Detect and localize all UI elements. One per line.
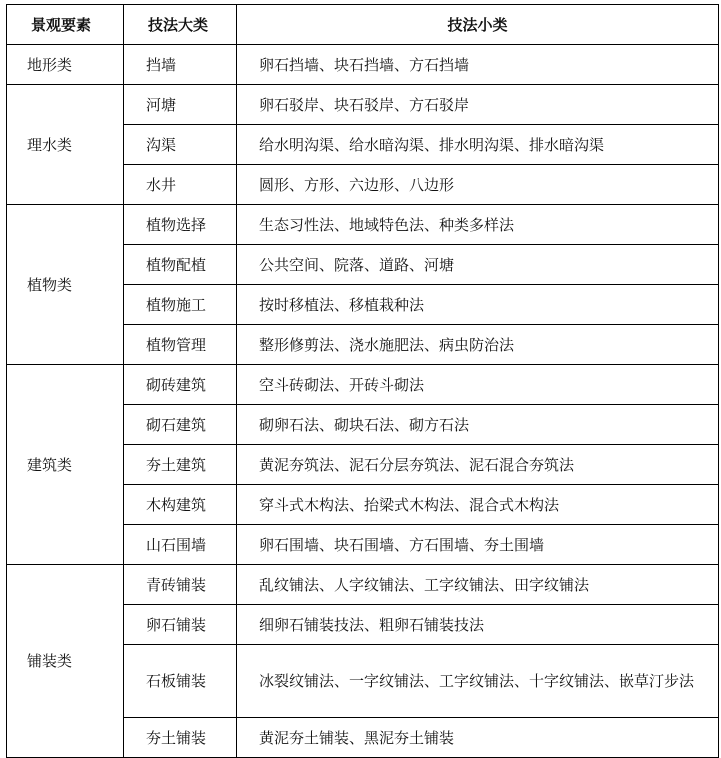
technique-table <box>6 4 719 758</box>
technique-minor-cell: 卵石围墙、块石围墙、方石围墙、夯土围墙 <box>237 525 719 565</box>
technique-major-cell: 挡墙 <box>124 45 237 85</box>
technique-major-cell: 山石围墙 <box>124 525 237 565</box>
technique-major-cell: 植物管理 <box>124 325 237 365</box>
category-cell: 地形类 <box>7 45 124 85</box>
technique-minor-cell: 给水明沟渠、给水暗沟渠、排水明沟渠、排水暗沟渠 <box>237 125 719 165</box>
technique-major-cell: 水井 <box>124 165 237 205</box>
technique-minor-cell: 砌卵石法、砌块石法、砌方石法 <box>237 405 719 445</box>
technique-minor-cell: 乱纹铺法、人字纹铺法、工字纹铺法、田字纹铺法 <box>237 565 719 605</box>
technique-major-cell: 石板铺装 <box>124 645 237 718</box>
table-row <box>7 205 719 245</box>
table-row <box>7 85 719 125</box>
category-cell: 建筑类 <box>7 365 124 565</box>
header-element: 景观要素 <box>7 5 124 45</box>
technique-major-cell: 木构建筑 <box>124 485 237 525</box>
technique-minor-cell: 卵石驳岸、块石驳岸、方石驳岸 <box>237 85 719 125</box>
category-cell: 理水类 <box>7 85 124 205</box>
technique-minor-cell: 冰裂纹铺法、一字纹铺法、工字纹铺法、十字纹铺法、嵌草汀步法 <box>237 645 719 718</box>
technique-major-cell: 河塘 <box>124 85 237 125</box>
technique-minor-cell: 公共空间、院落、道路、河塘 <box>237 245 719 285</box>
technique-minor-cell: 整形修剪法、浇水施肥法、病虫防治法 <box>237 325 719 365</box>
technique-minor-cell: 黄泥夯土铺装、黑泥夯土铺装 <box>237 718 719 758</box>
technique-minor-cell: 圆形、方形、六边形、八边形 <box>237 165 719 205</box>
technique-minor-cell: 卵石挡墙、块石挡墙、方石挡墙 <box>237 45 719 85</box>
technique-major-cell: 夯土铺装 <box>124 718 237 758</box>
technique-major-cell: 砌石建筑 <box>124 405 237 445</box>
header-row <box>7 5 719 45</box>
table-row <box>7 45 719 85</box>
category-cell: 铺装类 <box>7 565 124 758</box>
technique-major-cell: 植物施工 <box>124 285 237 325</box>
technique-minor-cell: 黄泥夯筑法、泥石分层夯筑法、泥石混合夯筑法 <box>237 445 719 485</box>
technique-major-cell: 植物配植 <box>124 245 237 285</box>
technique-major-cell: 青砖铺装 <box>124 565 237 605</box>
header-technique-major: 技法大类 <box>124 5 237 45</box>
technique-major-cell: 夯土建筑 <box>124 445 237 485</box>
table-row <box>7 565 719 605</box>
table-row <box>7 365 719 405</box>
technique-minor-cell: 空斗砖砌法、开砖斗砌法 <box>237 365 719 405</box>
technique-minor-cell: 生态习性法、地域特色法、种类多样法 <box>237 205 719 245</box>
category-cell: 植物类 <box>7 205 124 365</box>
technique-minor-cell: 穿斗式木构法、抬梁式木构法、混合式木构法 <box>237 485 719 525</box>
header-technique-minor: 技法小类 <box>237 5 719 45</box>
technique-major-cell: 植物选择 <box>124 205 237 245</box>
technique-major-cell: 卵石铺装 <box>124 605 237 645</box>
technique-minor-cell: 细卵石铺装技法、粗卵石铺装技法 <box>237 605 719 645</box>
technique-minor-cell: 按时移植法、移植栽种法 <box>237 285 719 325</box>
technique-major-cell: 砌砖建筑 <box>124 365 237 405</box>
technique-major-cell: 沟渠 <box>124 125 237 165</box>
